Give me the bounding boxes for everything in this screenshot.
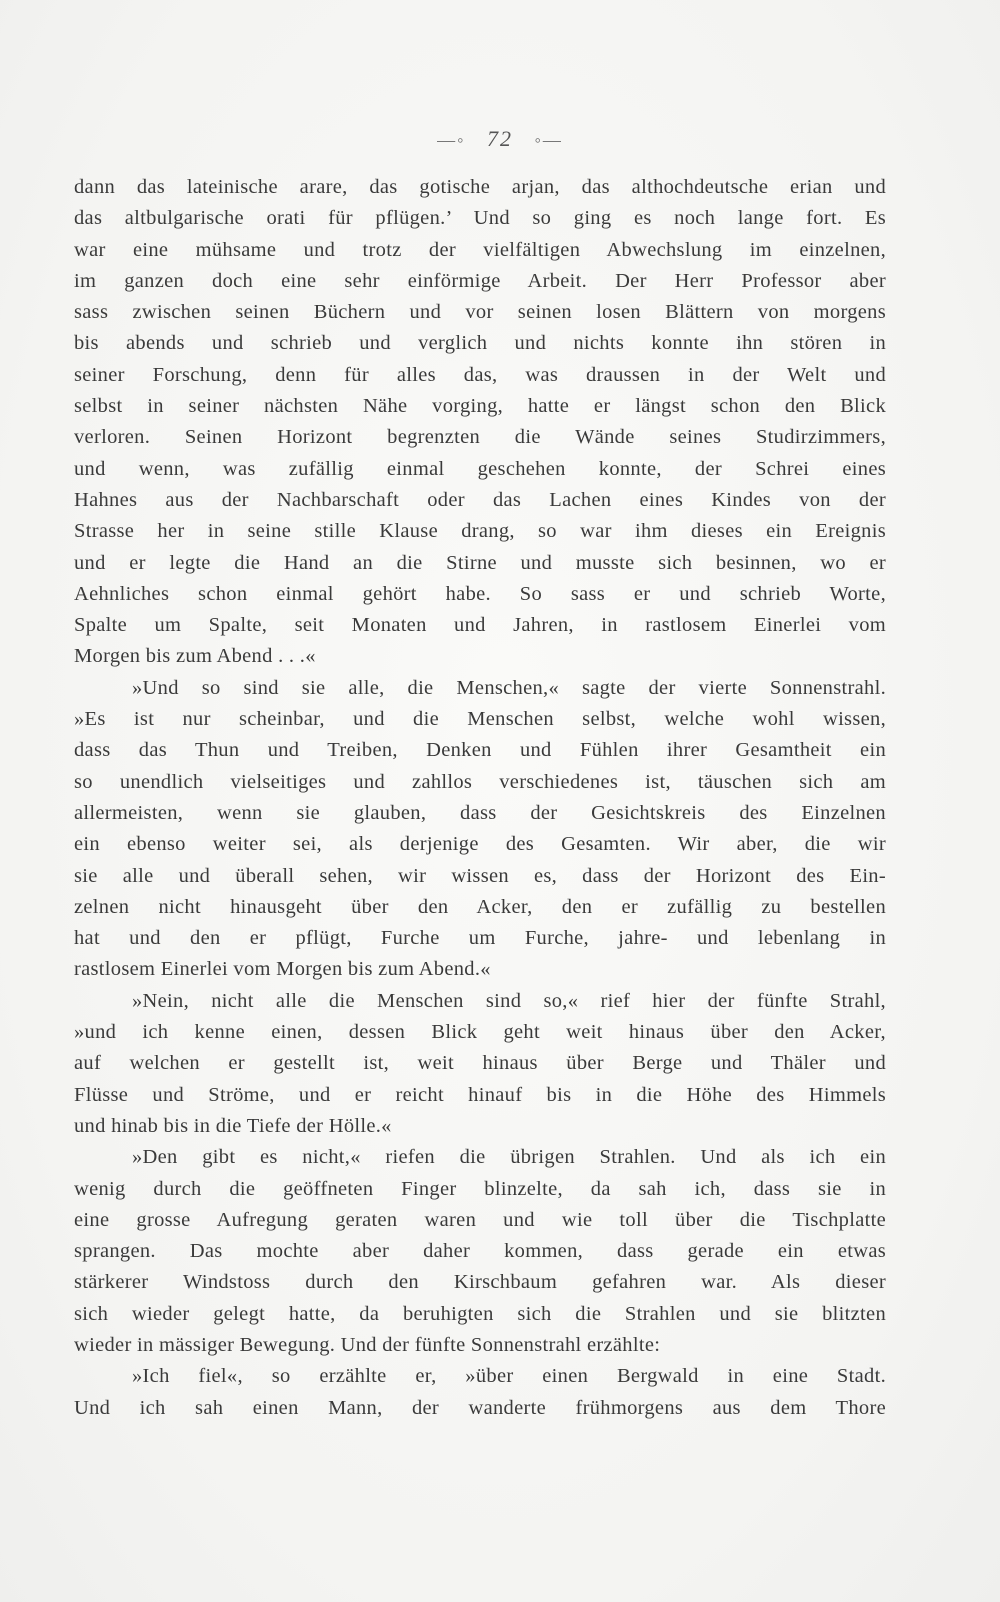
text-line: war eine mühsame und trotz der vielfältigen Abwechslung im einzelnen, (74, 238, 886, 261)
text-line: eine grosse Aufregung geraten waren und wie toll über die Tischplatte (74, 1208, 886, 1231)
text-line: allermeisten, wenn sie glauben, dass der Gesichtskreis des Einzelnen (74, 801, 886, 824)
text-line: sprangen. Das mochte aber daher kommen, dass gerade ein etwas (74, 1240, 886, 1263)
text-line: auf welchen er gestellt ist, weit hinaus über Berge und Thäler und (74, 1052, 886, 1075)
text-line: dann das lateinische arare, das gotische arjan, das althochdeutsche erian und (74, 176, 886, 198)
text-line: wenig durch die geöffneten Finger blinzelte, da sah ich, dass sie in (74, 1177, 886, 1200)
text-line: sich wieder gelegt hatte, da beruhigten sich die Strahlen und sie blitzten (74, 1302, 886, 1325)
text-line: Aehnliches schon einmal gehört habe. So sass er und schrieb Worte, (74, 582, 886, 605)
text-line: zelnen nicht hinausgeht über den Acker, den er zufällig zu bestellen (74, 895, 886, 918)
body-text (74, 172, 886, 1424)
text-line: »Ich fiel«, so erzählte er, »über einen Bergwald in eine Stadt. (132, 1365, 886, 1388)
text-line: im ganzen doch eine sehr einförmige Arbeit. Der Herr Professor aber (74, 269, 886, 292)
text-line: Hahnes aus der Nachbarschaft oder das Lachen eines Kindes von der (74, 488, 886, 511)
text-line: Strasse her in seine stille Klause drang, so war ihm dieses ein Ereignis (74, 520, 886, 543)
left-ornament: —◦ (437, 130, 466, 151)
text-line: Spalte um Spalte, seit Monaten und Jahren, in rastlosem Einerlei vom (74, 614, 886, 637)
text-line: und hinab bis in die Tiefe der Hölle.« (74, 1114, 392, 1137)
text-line: »Den gibt es nicht,« riefen die übrigen Strahlen. Und als ich ein (132, 1146, 886, 1169)
text-line: Flüsse und Ströme, und er reicht hinauf bis in die Höhe des Himmels (74, 1083, 886, 1106)
text-line: »Nein, nicht alle die Menschen sind so,« rief hier der fünfte Strahl, (132, 989, 886, 1012)
text-line: stärkerer Windstoss durch den Kirschbaum gefahren war. Als dieser (74, 1271, 886, 1294)
text-line: ein ebenso weiter sei, als derjenige des Gesamten. Wir aber, die wir (74, 833, 886, 856)
right-ornament: ◦— (534, 130, 563, 151)
text-line: Und ich sah einen Mann, der wanderte frühmorgens aus dem Thore (74, 1396, 886, 1419)
text-line: und er legte die Hand an die Stirne und musste sich besinnen, wo er (74, 551, 886, 574)
page-header (0, 126, 1000, 152)
text-line: »und ich kenne einen, dessen Blick geht weit hinaus über den Acker, (74, 1021, 886, 1044)
text-line: selbst in seiner nächsten Nähe vorging, hatte er längst schon den Blick (74, 395, 886, 418)
text-line: wieder in mässiger Bewegung. Und der fünfte Sonnenstrahl erzählte: (74, 1333, 661, 1356)
text-line: rastlosem Einerlei vom Morgen bis zum Abend.« (74, 958, 491, 981)
text-line: »Und so sind sie alle, die Menschen,« sagte der vierte Sonnenstrahl. (132, 676, 886, 699)
text-line: so unendlich vielseitiges und zahllos verschiedenes ist, täuschen sich am (74, 770, 886, 793)
page-number: 72 (487, 126, 513, 151)
text-line: »Es ist nur scheinbar, und die Menschen selbst, welche wohl wissen, (74, 708, 886, 731)
text-line: dass das Thun und Treiben, Denken und Fühlen ihrer Gesamtheit ein (74, 739, 886, 762)
text-line: seiner Forschung, denn für alles das, was draussen in der Welt und (74, 363, 886, 386)
text-line: und wenn, was zufällig einmal geschehen konnte, der Schrei eines (74, 457, 886, 480)
text-line: Morgen bis zum Abend . . .« (74, 645, 316, 668)
text-line: das altbulgarische orati für pflügen.’ Und so ging es noch lange fort. Es (74, 207, 886, 230)
text-line: bis abends und schrieb und verglich und nichts konnte ihn stören in (74, 332, 886, 355)
text-line: verloren. Seinen Horizont begrenzten die Wände seines Studirzimmers, (74, 426, 886, 449)
text-line: hat und den er pflügt, Furche um Furche, jahre- und lebenlang in (74, 927, 886, 950)
text-line: sass zwischen seinen Büchern und vor seinen losen Blättern von morgens (74, 301, 886, 324)
text-line: sie alle und überall sehen, wir wissen es, dass der Horizont des Ein- (74, 864, 886, 887)
